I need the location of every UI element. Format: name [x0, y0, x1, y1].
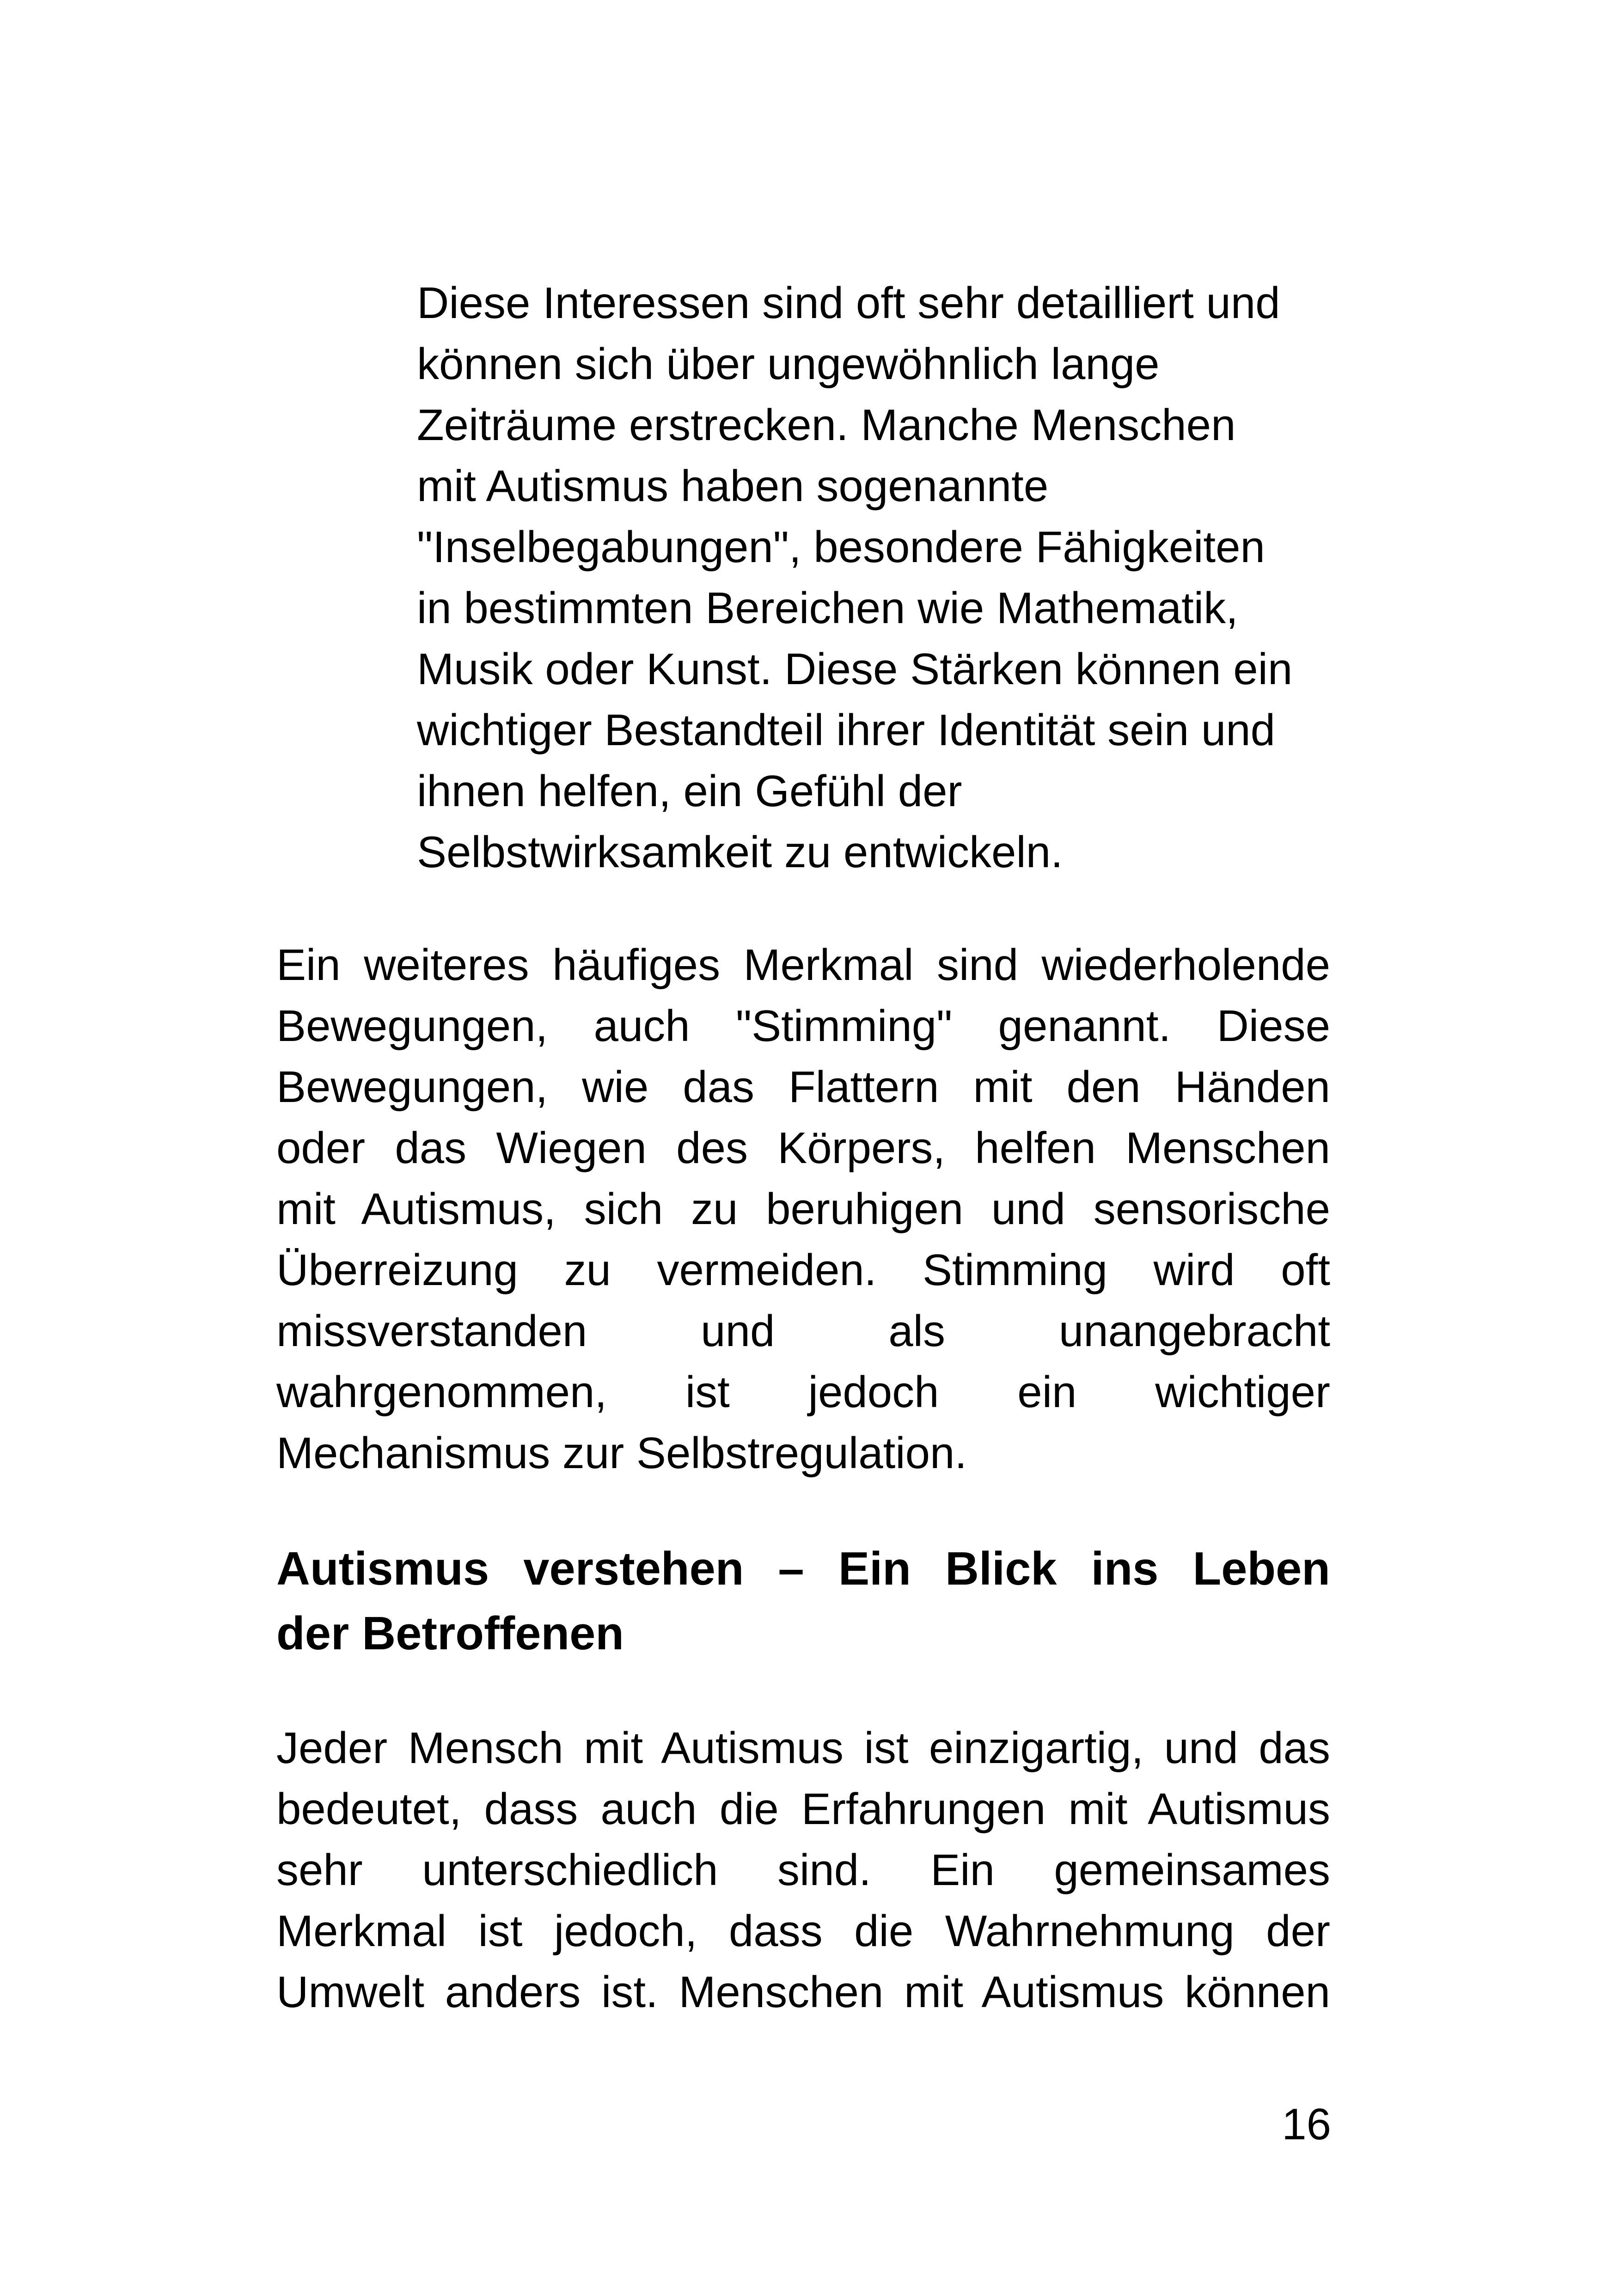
paragraph-line: Bewegungen, auch "Stimming" genannt. Diese — [276, 1001, 1330, 1051]
heading-line: der Betroffenen — [276, 1608, 624, 1659]
paragraph-line: Selbstwirksamkeit zu entwickeln. — [417, 827, 1063, 877]
paragraph-line: Jeder Mensch mit Autismus ist einzigartig, und das — [276, 1723, 1330, 1773]
paragraph-line: Überreizung zu vermeiden. Stimming wird oft — [276, 1245, 1330, 1295]
paragraph-line: Zeiträume erstrecken. Manche Menschen — [417, 400, 1236, 450]
paragraph-line: Merkmal ist jedoch, dass die Wahrnehmung der — [276, 1906, 1330, 1956]
paragraph-line: wahrgenommen, ist jedoch ein wichtiger — [276, 1367, 1330, 1417]
page-number: 16 — [1282, 2100, 1331, 2149]
paragraph-line: Diese Interessen sind oft sehr detailliert und — [417, 278, 1280, 328]
paragraph-line: Musik oder Kunst. Diese Stärken können ein — [417, 644, 1293, 694]
paragraph-line: missverstanden und als unangebracht — [276, 1306, 1330, 1356]
heading-line: Autismus verstehen – Ein Blick ins Leben — [276, 1543, 1330, 1595]
paragraph-line: mit Autismus, sich zu beruhigen und sensorische — [276, 1184, 1330, 1234]
paragraph-line: ihnen helfen, ein Gefühl der — [417, 766, 962, 816]
paragraph-line: wichtiger Bestandteil ihrer Identität sein und — [417, 705, 1276, 755]
paragraph-line: Umwelt anders ist. Menschen mit Autismus können — [276, 1967, 1330, 2017]
paragraph-line: sehr unterschiedlich sind. Ein gemeinsames — [276, 1845, 1330, 1895]
paragraph-line: Mechanismus zur Selbstregulation. — [276, 1428, 967, 1478]
paragraph-line: Bewegungen, wie das Flattern mit den Händen — [276, 1062, 1330, 1112]
paragraph-line: mit Autismus haben sogenannte — [417, 461, 1049, 511]
paragraph-line: bedeutet, dass auch die Erfahrungen mit Autismus — [276, 1784, 1330, 1834]
paragraph-line: in bestimmten Bereichen wie Mathematik, — [417, 583, 1238, 633]
paragraph-line: "Inselbegabungen", besondere Fähigkeiten — [417, 522, 1265, 572]
paragraph-line: oder das Wiegen des Körpers, helfen Menschen — [276, 1123, 1330, 1173]
paragraph-line: Ein weiteres häufiges Merkmal sind wiederholende — [276, 940, 1330, 990]
paragraph-line: können sich über ungewöhnlich lange — [417, 339, 1160, 389]
